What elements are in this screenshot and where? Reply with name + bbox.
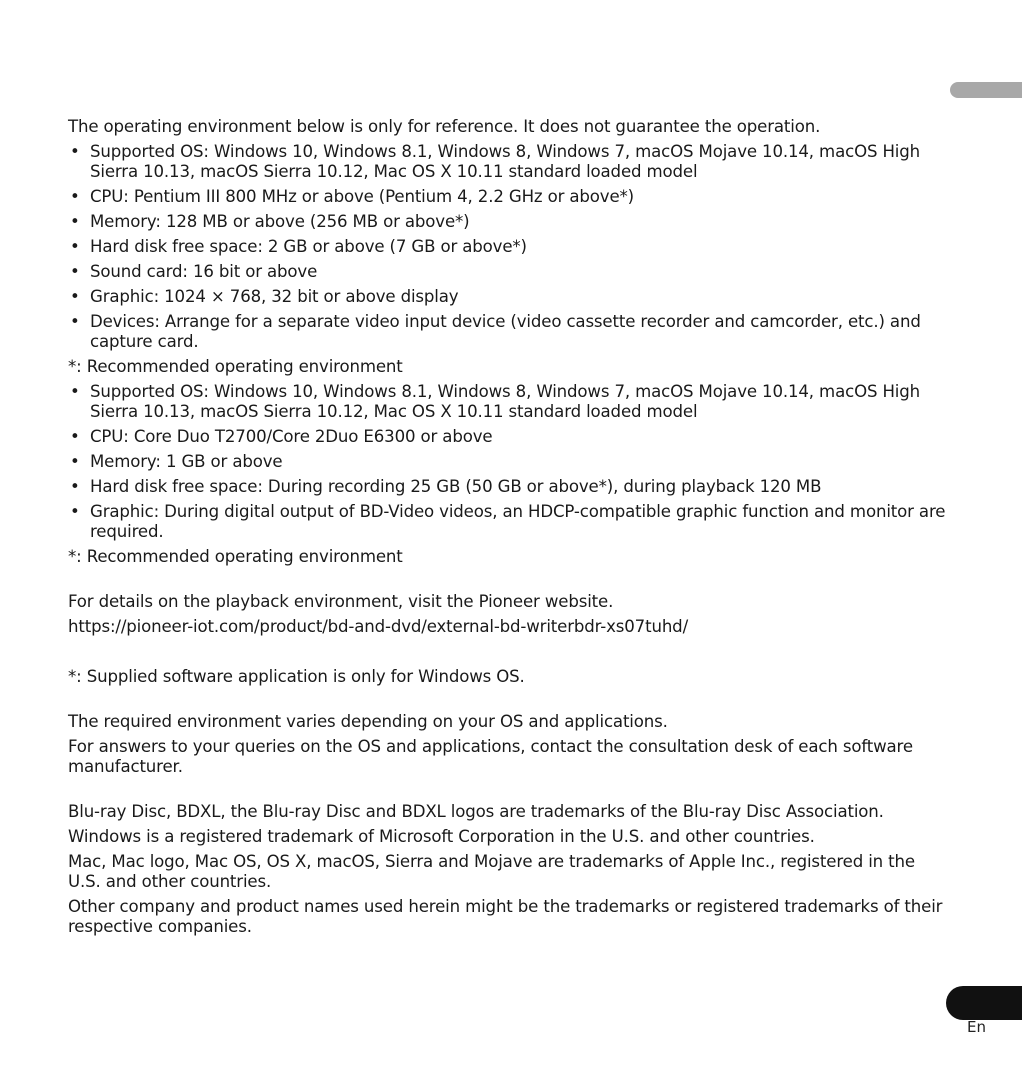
list-item: • CPU: Core Duo T2700/Core 2Duo E6300 or above (68, 427, 948, 447)
list-item: • CPU: Pentium III 800 MHz or above (Pentium 4, 2.2 GHz or above*) (68, 187, 948, 207)
recommended-note-2: *: Recommended operating environment (68, 547, 403, 566)
intro-text: The operating environment below is only for reference. It does not guarantee the operation. (68, 117, 821, 136)
list-item: • Hard disk free space: During recording 25 GB (50 GB or above*), during playback 120 MB (68, 477, 948, 497)
list-item: • Sound card: 16 bit or above (68, 262, 948, 282)
requirements-list-1 (68, 142, 948, 352)
list-item: • Memory: 128 MB or above (256 MB or above*) (68, 212, 948, 232)
list-item: • Graphic: During digital output of BD-Video videos, an HDCP-compatible graphic function and monitor are required. (68, 502, 948, 542)
list-item: • Graphic: 1024 × 768, 32 bit or above display (68, 287, 948, 307)
section-tab-marker (950, 82, 1022, 98)
language-label: En (967, 1018, 986, 1036)
trademark-windows: Windows is a registered trademark of Microsoft Corporation in the U.S. and other countries. (68, 827, 815, 846)
required-environment-text: The required environment varies depending on your OS and applications. (68, 712, 668, 731)
requirements-list-2 (68, 382, 948, 542)
trademark-others: Other company and product names used herein might be the trademarks or registered trademarks of their respective companies. (68, 897, 943, 936)
recommended-note-1: *: Recommended operating environment (68, 357, 403, 376)
page-tab-marker (946, 986, 1022, 1020)
pioneer-website-link[interactable]: https://pioneer-iot.com/product/bd-and-dvd/external-bd-writerbdr-xs07tuhd/ (68, 617, 689, 636)
trademark-bluray: Blu-ray Disc, BDXL, the Blu-ray Disc and BDXL logos are trademarks of the Blu-ray Disc Association. (68, 802, 884, 821)
list-item: • Hard disk free space: 2 GB or above (7 GB or above*) (68, 237, 948, 257)
consultation-text: For answers to your queries on the OS and applications, contact the consultation desk of each software manufacturer. (68, 737, 913, 776)
list-item: • Devices: Arrange for a separate video input device (video cassette recorder and camcorder, etc.) and capture card. (68, 312, 948, 352)
playback-info: For details on the playback environment, visit the Pioneer website. (68, 592, 614, 611)
trademark-apple: Mac, Mac logo, Mac OS, OS X, macOS, Sierra and Mojave are trademarks of Apple Inc., registered in the U.S. and other countries. (68, 852, 915, 891)
list-item: • Memory: 1 GB or above (68, 452, 948, 472)
page-content (68, 117, 948, 942)
list-item: • Supported OS: Windows 10, Windows 8.1, Windows 8, Windows 7, macOS Mojave 10.14, macOS High Sierra 10.13, macOS Sierra 10.12, Mac OS X 10.11 standard loaded model (68, 142, 948, 182)
list-item: • Supported OS: Windows 10, Windows 8.1, Windows 8, Windows 7, macOS Mojave 10.14, macOS High Sierra 10.13, macOS Sierra 10.12, Mac OS X 10.11 standard loaded model (68, 382, 948, 422)
supplied-software-note: *: Supplied software application is only for Windows OS. (68, 667, 525, 686)
